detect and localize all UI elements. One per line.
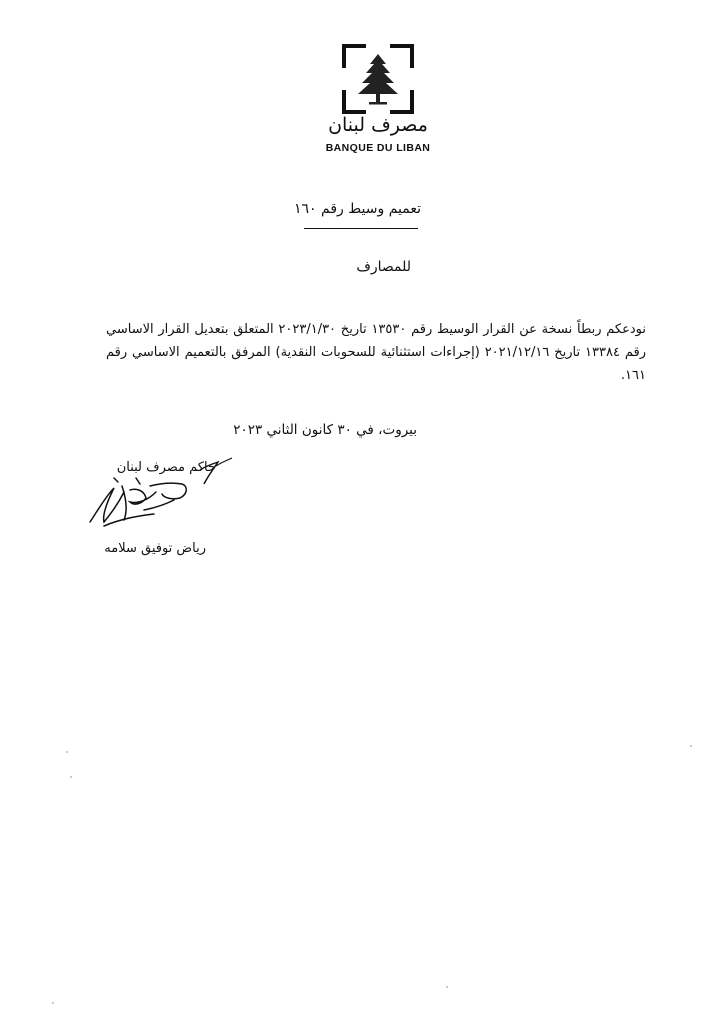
scan-speck: [690, 745, 692, 747]
bank-name-french: BANQUE DU LIBAN: [325, 142, 431, 154]
scan-speck: [70, 776, 72, 778]
signer-name: رياض توفيق سلامه: [104, 541, 206, 556]
handwritten-signature-icon: [84, 470, 210, 534]
place-and-date: بيروت، في ٣٠ كانون الثاني ٢٠٢٣: [233, 422, 417, 438]
scan-speck: [446, 986, 448, 988]
scan-speck: [52, 1002, 54, 1004]
scan-speck: [66, 751, 68, 753]
circular-title: تعميم وسيط رقم ١٦٠: [294, 201, 421, 217]
recipient-line: للمصارف: [356, 259, 411, 275]
title-underline: [304, 228, 418, 229]
signer-title: حاكم مصرف لبنان: [116, 460, 216, 475]
body-paragraph: نودعكم ربطاً نسخة عن القرار الوسيط رقم ١٣٥٣٠ تاريخ ٢٠٢٣/١/٣٠ المتعلق بتعديل القرار الاساسي رقم ١٣٣٨٤ تاريخ ٢٠٢١/١٢/١٦ (إجراءات استثنائية للسحوبات النقدية) المرفق بالتعميم الاساسي رقم ١٦١.: [106, 322, 646, 383]
cedar-logo-icon: [342, 44, 414, 114]
bank-name-arabic: مصرف لبنان: [328, 114, 428, 136]
